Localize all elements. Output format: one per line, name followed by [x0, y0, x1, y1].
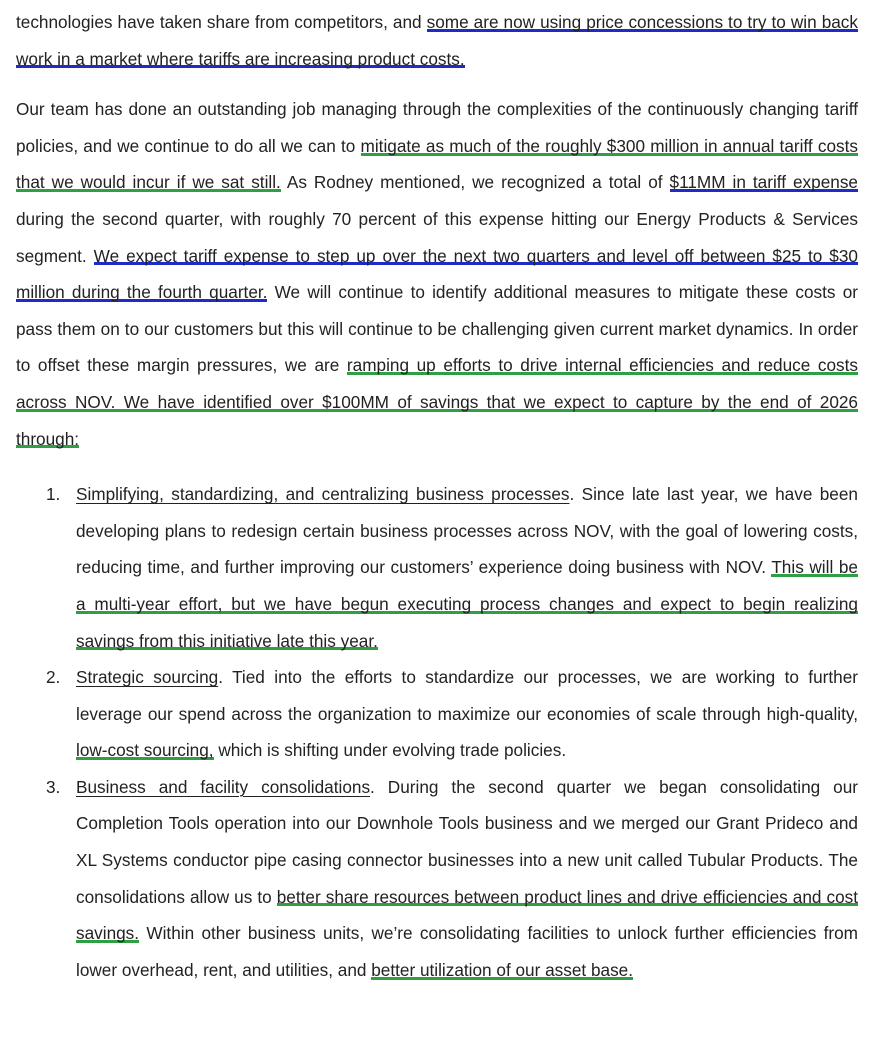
green-highlight: better utilization of our asset base. — [371, 959, 634, 980]
green-highlight: ramping up efforts to drive internal efficiencies and reduce costs across NOV. We have identified over $100MM of savings that we expect to capture by the end of 2026 through: — [16, 355, 858, 449]
blue-highlight: $11MM in tariff expense — [669, 172, 858, 193]
blue-highlight: We expect tariff expense to step up over the next two quarters and level off between $25 to $30 million during the fourth quarter. — [16, 245, 858, 303]
list-item-text: . Tied into the efforts to standardize our processes, we are working to further leverage our spend across the organization to maximize our economies of scale through high-quality, — [76, 667, 858, 724]
list-item — [16, 476, 858, 659]
paragraph-text: As Rodney mentioned, we recognized a total of — [280, 172, 670, 193]
blue-highlight: some are now using price concessions to try to win back work in a market where tariffs are increasing product costs. — [16, 12, 858, 69]
list-item-text: which is shifting under evolving trade policies. — [213, 740, 567, 761]
paragraph-text: Our team has done an outstanding job managing through the complexities of the continuously changing tariff policies, and we continue to do all we can to — [16, 99, 858, 156]
list-item-text: . Since late last year, we have been developing plans to redesign certain business processes across NOV, with the goal of lowering costs, reducing time, and further improving our customers’ experience doing business with NOV. — [76, 484, 858, 578]
paragraph-text: technologies have taken share from competitors, and — [16, 12, 427, 32]
savings-list — [16, 476, 858, 988]
list-item-title: Strategic sourcing — [76, 667, 219, 688]
paragraph-text: We will continue to identify additional measures to mitigate these costs or pass them on to our customers but this will continue to be challenging given current market dynamics. In order to offset these margin pressures, we are — [16, 282, 859, 376]
green-highlight: low-cost sourcing, — [76, 740, 214, 761]
list-item — [16, 659, 858, 769]
list-item-title: Business and facility consolidations — [76, 776, 371, 797]
list-number: 1. — [46, 484, 61, 505]
paragraph-intro — [16, 0, 858, 77]
paragraph-tariffs — [16, 91, 858, 457]
list-item-text: Within other business units, we’re consolidating facilities to unlock further efficiencies from lower overhead, rent, and utilities, and — [76, 923, 858, 980]
list-number: 2. — [46, 667, 61, 688]
list-item — [16, 769, 858, 989]
green-highlight: This will be a multi-year effort, but we have begun executing process changes and expect to begin realizing savings from this initiative late this year. — [76, 557, 858, 651]
green-highlight: better share resources between product lines and drive efficiencies and cost savings. — [76, 886, 858, 944]
green-highlight: mitigate as much of the roughly $300 million in annual tariff costs that we would incur if we sat still. — [16, 135, 858, 193]
list-item-title: Simplifying, standardizing, and centralizing business processes — [76, 484, 570, 505]
list-number: 3. — [46, 776, 61, 797]
list-item-text: . During the second quarter we began consolidating our Completion Tools operation into our Downhole Tools business and we merged our Grant Prideco and XL Systems conductor pipe casing connector businesses into a new unit called Tubular Products. The consolidations allow us to — [76, 776, 859, 907]
paragraph-text: during the second quarter, with roughly 70 percent of this expense hitting our Energy Products & Services segment. — [16, 208, 858, 266]
